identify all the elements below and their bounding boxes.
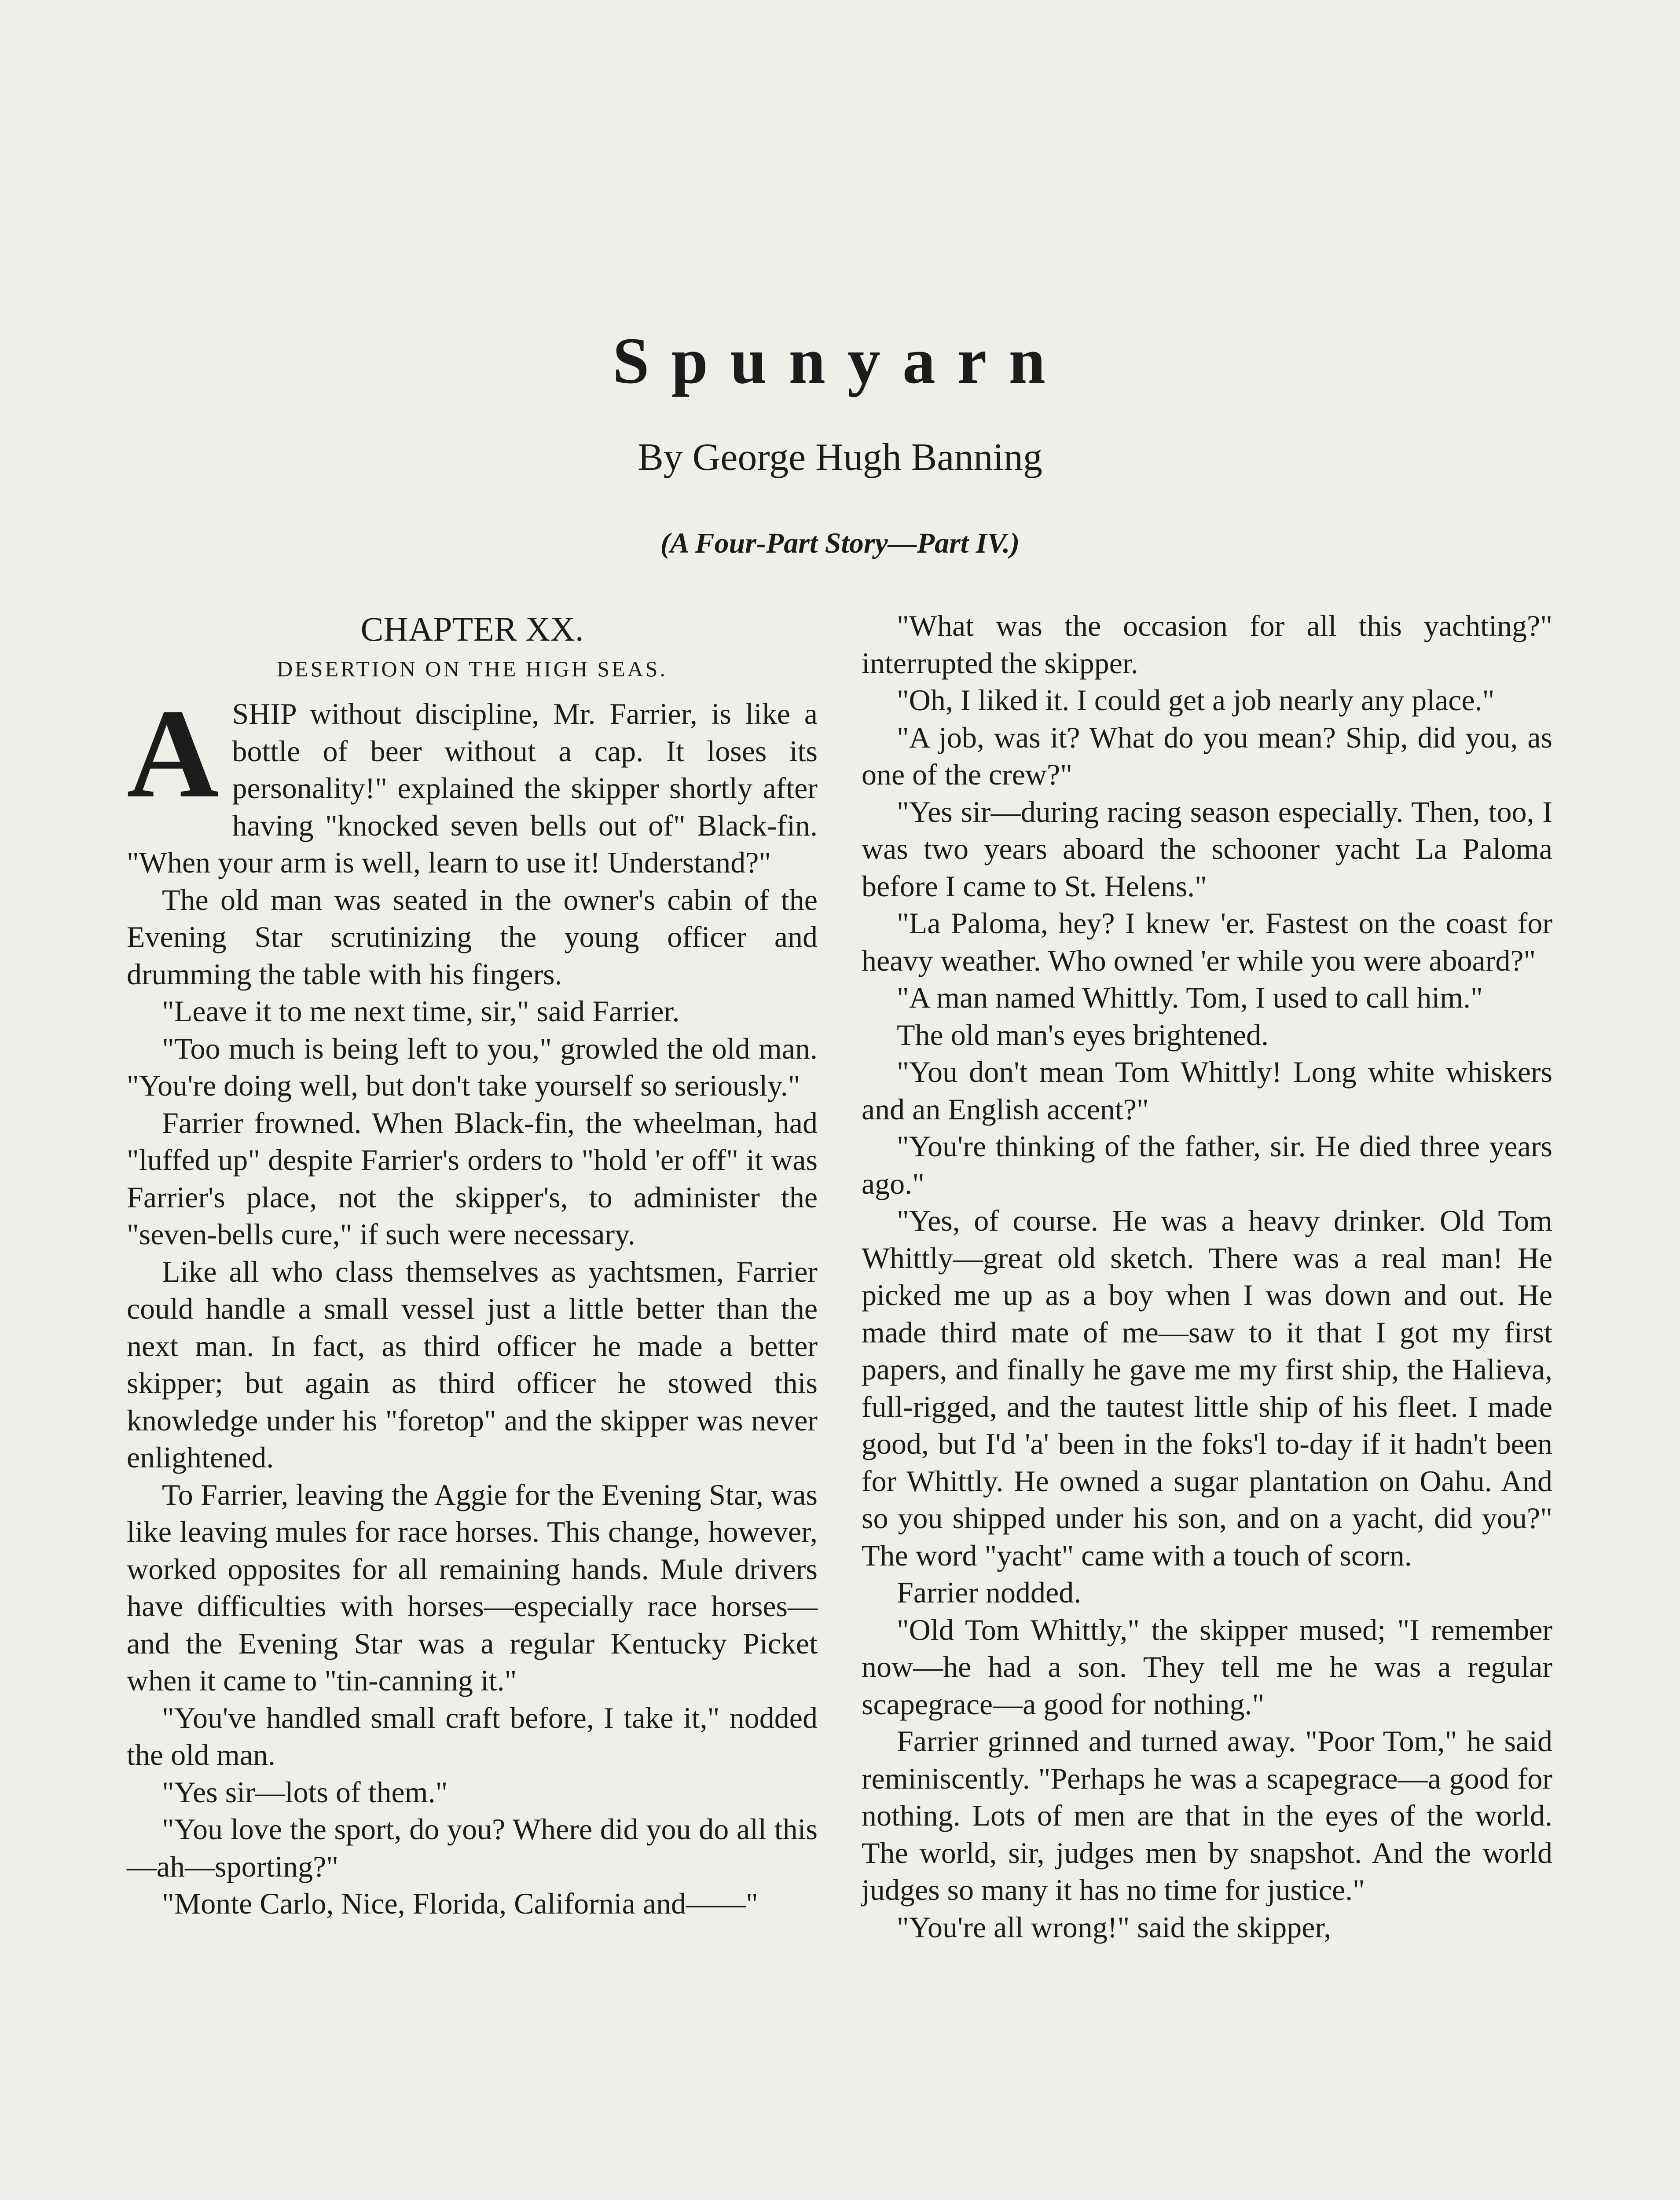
paragraph: "Monte Carlo, Nice, Florida, California and——" (162, 1887, 758, 1920)
chapter-heading: CHAPTER XX. (360, 610, 584, 648)
paragraph: "La Paloma, hey? I knew 'er. Fastest on the coast for heavy weather. Who owned 'er while you were aboard?" (862, 906, 1552, 977)
paragraph: The old man was seated in the owner's cabin of the Evening Star scrutinizing the young officer and drumming the table with his fingers. (127, 883, 818, 991)
story-title: Spunyarn (613, 324, 1067, 397)
paragraph: To Farrier, leaving the Aggie for the Evening Star, was like leaving mules for race horses. This change, however, worked opposites for all remaining hands. Mule drivers have difficulties with horses—especially race horses—and the Evening Star was a regular Kentucky Picket when it came to "tin-canning it." (127, 1478, 818, 1697)
paragraph: Farrier nodded. (897, 1576, 1082, 1609)
paragraph: "You don't mean Tom Whittly! Long white whiskers and an English accent?" (862, 1055, 1552, 1126)
chapter-subheading: DESERTION ON THE HIGH SEAS. (276, 656, 668, 681)
paragraph: "What was the occasion for all this yachting?" interrupted the skipper. (862, 609, 1552, 680)
story-part-subtitle: (A Four-Part Story—Part IV.) (660, 527, 1020, 559)
opening-paragraph-text: SHIP without discipline, Mr. Farrier, is like a bottle of beer without a cap. It loses its personality!" explained the skipper shortly after having "knocked seven bells out of" Black-fin. "When your arm is well, learn to use it! Understand?" (127, 697, 818, 879)
paragraph: "Oh, I liked it. I could get a job nearly any place." (897, 683, 1495, 717)
drop-cap-letter: A (127, 683, 219, 824)
right-column (862, 607, 1552, 1946)
paragraph: "Yes sir—lots of them." (162, 1775, 448, 1809)
paragraph: Like all who class themselves as yachtsmen, Farrier could handle a small vessel just a little better than the next man. In fact, as third officer he made a better skipper; but again as third officer he stowed this knowledge under his "foretop" and the skipper was never enlightened. (127, 1254, 818, 1474)
opening-paragraph (127, 683, 818, 881)
paragraph: "A job, was it? What do you mean? Ship, did you, as one of the crew?" (862, 720, 1552, 791)
author-byline: By George Hugh Banning (638, 436, 1042, 479)
paragraph: "Old Tom Whittly," the skipper mused; "I remember now—he had a son. They tell me he was a regular scapegrace—a good for nothing." (862, 1613, 1552, 1721)
paragraph: "Yes, of course. He was a heavy drinker. Old Tom Whittly—great old sketch. There was a real man! He picked me up as a boy when I was down and out. He made third mate of me—saw to it that I got my first papers, and finally he gave me my first ship, the Halieva, full-rigged, and the tautest little ship of his fleet. I made good, but I'd 'a' been in the foks'l to-day if it hadn't been for Whittly. He owned a sugar plantation on Oahu. And so you shipped under his son, and on a yacht, did you?" The word "yacht" came with a touch of scorn. (862, 1204, 1552, 1572)
paragraph: Farrier grinned and turned away. "Poor Tom," he said reminiscently. "Perhaps he was a scapegrace—a good for nothing. Lots of men are that in the eyes of the world. The world, sir, judges men by snapshot. And the world judges so many it has no time for justice." (862, 1724, 1552, 1907)
paragraph: "A man named Whittly. Tom, I used to call him." (897, 981, 1483, 1014)
paragraph: "Too much is being left to you," growled the old man. "You're doing well, but don't take yourself so seriously." (127, 1031, 818, 1102)
paragraph: "You've handled small craft before, I take it," nodded the old man. (127, 1701, 818, 1771)
paragraph: The old man's eyes brightened. (897, 1018, 1269, 1052)
paragraph: "Leave it to me next time, sir," said Farrier. (162, 994, 680, 1028)
paragraph: "You love the sport, do you? Where did you do all this—ah—sporting?" (127, 1812, 818, 1883)
paragraph: Farrier frowned. When Black-fin, the wheelman, had "luffed up" despite Farrier's orders to "hold 'er off" it was Farrier's place, not the skipper's, to administer the "seven-bells cure," if such were necessary. (127, 1106, 818, 1251)
left-column (127, 607, 818, 1922)
paragraph: "You're thinking of the father, sir. He died three years ago." (862, 1129, 1552, 1200)
paragraph: "You're all wrong!" said the skipper, (897, 1910, 1332, 1944)
paragraph: "Yes sir—during racing season especially. Then, too, I was two years aboard the schooner yacht La Paloma before I came to St. Helens." (862, 795, 1552, 903)
